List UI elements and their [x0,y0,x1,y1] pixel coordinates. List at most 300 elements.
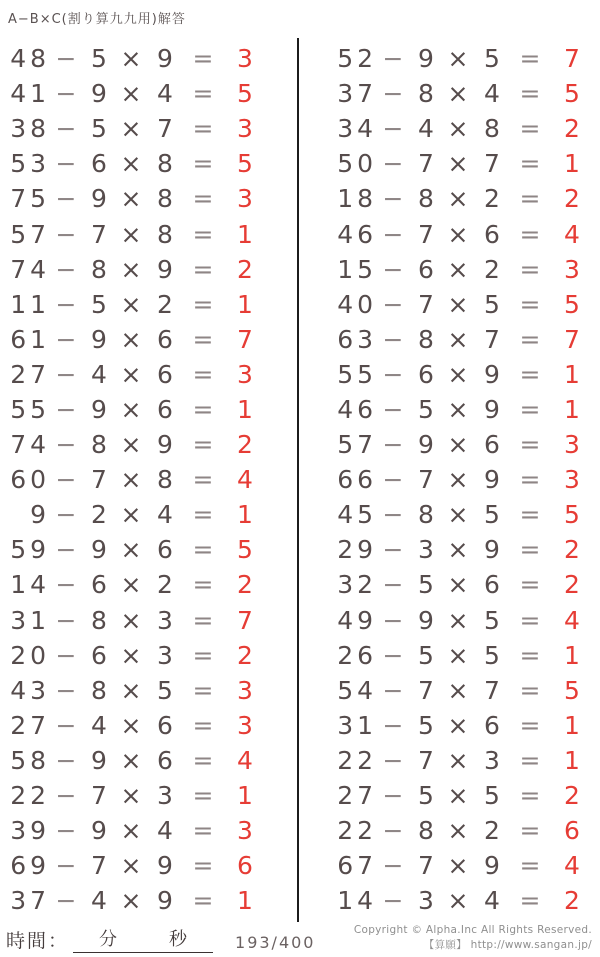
minus-sign: − [55,149,81,179]
minuend: 27 [337,781,377,811]
minus-sign: − [55,44,81,74]
answer: 2 [564,781,584,811]
multiplier-c: 9 [157,886,177,916]
equation-row [4,462,300,497]
equals-sign: = [192,605,218,635]
answer: 5 [564,289,584,319]
minuend: 52 [337,44,377,74]
equation-row [4,287,300,322]
minuend: 49 [337,605,377,635]
times-sign: × [120,886,146,916]
answer: 3 [237,114,257,144]
answer: 1 [237,394,257,424]
minus-sign: − [55,254,81,284]
minuend: 22 [337,745,377,775]
multiplier-b: 7 [418,675,438,705]
equation-row [4,146,300,181]
multiplier-b: 2 [91,500,111,530]
multiplier-c: 7 [157,114,177,144]
multiplier-b: 8 [91,430,111,460]
minus-sign: − [382,710,408,740]
multiplier-b: 9 [91,394,111,424]
equation-row [331,848,600,883]
equals-sign: = [519,851,545,881]
equation-row [331,111,600,146]
equation-row [331,603,600,638]
times-sign: × [447,394,473,424]
time-blank-line [73,925,213,953]
multiplier-c: 9 [157,44,177,74]
equals-sign: = [519,745,545,775]
multiplier-c: 9 [157,254,177,284]
minus-sign: − [55,324,81,354]
multiplier-c: 6 [484,570,504,600]
time-label: 時間： [6,930,70,952]
times-sign: × [120,254,146,284]
equation-row [4,252,300,287]
answer: 1 [564,394,584,424]
minuend: 75 [10,184,50,214]
equals-sign: = [192,324,218,354]
equals-sign: = [192,535,218,565]
minus-sign: − [55,465,81,495]
minus-sign: − [382,254,408,284]
equals-sign: = [192,781,218,811]
minuend: 32 [337,570,377,600]
minutes-label: 分 [99,929,118,950]
answer: 5 [237,535,257,565]
multiplier-c: 9 [484,535,504,565]
minuend: 57 [337,430,377,460]
multiplier-b: 4 [418,114,438,144]
multiplier-c: 4 [157,500,177,530]
times-sign: × [120,675,146,705]
multiplier-b: 8 [418,184,438,214]
multiplier-b: 8 [91,254,111,284]
multiplier-c: 2 [484,184,504,214]
equals-sign: = [192,816,218,846]
worksheet [0,41,600,921]
minus-sign: − [382,359,408,389]
equation-row [331,427,600,462]
equals-sign: = [192,675,218,705]
multiplier-c: 3 [484,745,504,775]
page-title: A−B×C(割り算九九用)解答 [8,12,186,27]
answer: 7 [564,44,584,74]
multiplier-c: 5 [484,781,504,811]
multiplier-c: 9 [484,851,504,881]
equation-row [4,216,300,251]
minuend: 20 [10,640,50,670]
multiplier-c: 9 [484,465,504,495]
multiplier-b: 5 [418,570,438,600]
answer: 1 [237,219,257,249]
minuend: 14 [10,570,50,600]
multiplier-c: 5 [484,289,504,319]
multiplier-b: 8 [91,675,111,705]
minus-sign: − [55,430,81,460]
times-sign: × [120,114,146,144]
equation-row [331,287,600,322]
multiplier-c: 6 [157,394,177,424]
equals-sign: = [519,79,545,109]
minus-sign: − [55,114,81,144]
multiplier-c: 4 [484,79,504,109]
footer [0,921,600,957]
answer: 3 [237,675,257,705]
times-sign: × [447,816,473,846]
equation-row [331,76,600,111]
multiplier-b: 7 [418,219,438,249]
minuend: 55 [10,394,50,424]
times-sign: × [120,640,146,670]
minus-sign: − [55,781,81,811]
minuend: 40 [337,289,377,319]
multiplier-c: 2 [157,289,177,319]
equals-sign: = [519,359,545,389]
times-sign: × [120,44,146,74]
minuend: 18 [337,184,377,214]
minuend: 41 [10,79,50,109]
minuend: 14 [337,886,377,916]
equals-sign: = [192,394,218,424]
minuend: 27 [10,359,50,389]
minus-sign: − [382,394,408,424]
minus-sign: − [382,430,408,460]
multiplier-c: 8 [157,149,177,179]
multiplier-b: 4 [91,359,111,389]
multiplier-c: 4 [157,79,177,109]
minuend: 59 [10,535,50,565]
equation-row [4,322,300,357]
multiplier-b: 7 [91,219,111,249]
minuend: 61 [10,324,50,354]
multiplier-b: 8 [418,79,438,109]
minuend: 74 [10,430,50,460]
minus-sign: − [382,79,408,109]
equation-row [331,638,600,673]
minus-sign: − [382,851,408,881]
answer: 3 [237,184,257,214]
times-sign: × [447,535,473,565]
equals-sign: = [519,816,545,846]
multiplier-b: 9 [91,535,111,565]
minuend: 11 [10,289,50,319]
minuend: 22 [10,781,50,811]
multiplier-c: 6 [157,535,177,565]
minuend: 38 [10,114,50,144]
minus-sign: − [382,500,408,530]
multiplier-b: 9 [91,79,111,109]
times-sign: × [447,675,473,705]
multiplier-b: 7 [418,465,438,495]
equation-row [331,673,600,708]
times-sign: × [120,500,146,530]
minus-sign: − [382,465,408,495]
multiplier-c: 3 [157,781,177,811]
answer: 2 [237,430,257,460]
minuend: 15 [337,254,377,284]
equation-row [4,638,300,673]
equals-sign: = [519,289,545,319]
times-sign: × [447,605,473,635]
answer: 2 [564,535,584,565]
times-sign: × [447,886,473,916]
times-sign: × [120,184,146,214]
minuend: 50 [337,149,377,179]
multiplier-b: 5 [418,710,438,740]
seconds-label: 秒 [169,929,188,950]
multiplier-c: 4 [484,886,504,916]
multiplier-c: 3 [157,605,177,635]
multiplier-b: 7 [91,781,111,811]
minuend: 43 [10,675,50,705]
minuend: 60 [10,465,50,495]
answer: 1 [564,710,584,740]
multiplier-c: 8 [157,465,177,495]
minus-sign: − [55,710,81,740]
minuend: 54 [337,675,377,705]
equation-row [331,357,600,392]
equation-row [331,708,600,743]
multiplier-b: 8 [418,500,438,530]
equals-sign: = [519,149,545,179]
minuend: 69 [10,851,50,881]
multiplier-c: 5 [157,675,177,705]
times-sign: × [447,149,473,179]
times-sign: × [120,394,146,424]
times-sign: × [120,710,146,740]
multiplier-c: 6 [484,710,504,740]
minuend: 58 [10,745,50,775]
multiplier-c: 2 [484,816,504,846]
minus-sign: − [55,886,81,916]
minuend: 46 [337,219,377,249]
multiplier-c: 5 [484,44,504,74]
equation-row [331,181,600,216]
multiplier-b: 7 [418,289,438,319]
minus-sign: − [382,640,408,670]
equals-sign: = [192,359,218,389]
answer: 7 [237,605,257,635]
equation-row [331,497,600,532]
answer: 7 [237,324,257,354]
minuend: 55 [337,359,377,389]
equals-sign: = [192,289,218,319]
time-entry [6,925,315,953]
multiplier-b: 9 [418,44,438,74]
times-sign: × [447,184,473,214]
multiplier-c: 8 [157,184,177,214]
answer: 5 [564,675,584,705]
times-sign: × [447,710,473,740]
multiplier-c: 5 [484,605,504,635]
answer: 3 [237,710,257,740]
times-sign: × [447,640,473,670]
equals-sign: = [519,710,545,740]
equation-row [4,427,300,462]
multiplier-c: 4 [157,816,177,846]
equation-row [331,883,600,918]
multiplier-b: 8 [91,605,111,635]
page-count: 193/400 [235,933,316,952]
times-sign: × [447,289,473,319]
equals-sign: = [192,219,218,249]
equals-sign: = [192,430,218,460]
minus-sign: − [382,44,408,74]
equation-row [4,567,300,602]
multiplier-c: 9 [484,359,504,389]
minus-sign: − [382,219,408,249]
minus-sign: − [382,114,408,144]
equation-row [331,216,600,251]
answer: 3 [564,465,584,495]
answer: 2 [564,570,584,600]
equation-row [331,778,600,813]
equation-row [4,111,300,146]
times-sign: × [120,570,146,600]
column-right [300,41,600,921]
times-sign: × [120,289,146,319]
equation-row [4,603,300,638]
minus-sign: − [382,184,408,214]
equals-sign: = [519,781,545,811]
multiplier-c: 7 [484,149,504,179]
answer: 3 [237,359,257,389]
minuend: 48 [10,44,50,74]
minus-sign: − [55,184,81,214]
multiplier-c: 6 [157,745,177,775]
multiplier-c: 6 [484,219,504,249]
answer: 4 [237,465,257,495]
multiplier-b: 4 [91,710,111,740]
minuend: 67 [337,851,377,881]
equals-sign: = [192,79,218,109]
minuend: 45 [337,500,377,530]
multiplier-b: 4 [91,886,111,916]
answer: 1 [564,359,584,389]
times-sign: × [447,570,473,600]
equals-sign: = [519,640,545,670]
minus-sign: − [382,570,408,600]
multiplier-b: 9 [91,745,111,775]
minuend: 57 [10,219,50,249]
answer: 4 [564,851,584,881]
equals-sign: = [192,745,218,775]
minuend: 37 [337,79,377,109]
multiplier-c: 7 [484,324,504,354]
minuend: 27 [10,710,50,740]
column-left [0,41,300,921]
minuend: 39 [10,816,50,846]
equation-row [4,497,300,532]
equals-sign: = [519,254,545,284]
minuend: 31 [337,710,377,740]
equals-sign: = [519,219,545,249]
multiplier-b: 7 [418,149,438,179]
times-sign: × [120,219,146,249]
minus-sign: − [55,79,81,109]
times-sign: × [447,465,473,495]
answer: 5 [237,79,257,109]
answer: 5 [564,500,584,530]
equation-row [4,392,300,427]
minus-sign: − [55,816,81,846]
minuend: 66 [337,465,377,495]
equals-sign: = [519,44,545,74]
equation-row [4,532,300,567]
times-sign: × [447,359,473,389]
answer: 1 [237,500,257,530]
equals-sign: = [192,149,218,179]
minus-sign: − [382,324,408,354]
times-sign: × [447,44,473,74]
times-sign: × [447,79,473,109]
multiplier-b: 5 [91,44,111,74]
answer: 2 [237,254,257,284]
minus-sign: − [382,781,408,811]
answer: 6 [237,851,257,881]
answer: 4 [237,745,257,775]
minus-sign: − [55,640,81,670]
minus-sign: − [55,745,81,775]
equation-row [4,357,300,392]
equation-row [331,252,600,287]
minus-sign: − [55,289,81,319]
minuend: 46 [337,394,377,424]
multiplier-c: 5 [484,640,504,670]
equation-row [331,567,600,602]
multiplier-c: 9 [484,394,504,424]
multiplier-c: 6 [157,710,177,740]
multiplier-c: 9 [157,851,177,881]
times-sign: × [120,781,146,811]
multiplier-b: 9 [418,430,438,460]
minus-sign: − [382,886,408,916]
equals-sign: = [192,44,218,74]
multiplier-b: 6 [91,149,111,179]
minus-sign: − [382,816,408,846]
multiplier-b: 9 [418,605,438,635]
multiplier-c: 5 [484,500,504,530]
minuend: 37 [10,886,50,916]
minuend: 29 [337,535,377,565]
equals-sign: = [192,851,218,881]
multiplier-b: 6 [91,570,111,600]
multiplier-b: 6 [418,359,438,389]
copyright-line2: 【算願】 http://www.sangan.jp/ [423,938,592,951]
minus-sign: − [382,605,408,635]
answer: 2 [237,640,257,670]
minus-sign: − [55,851,81,881]
equation-row [331,532,600,567]
times-sign: × [447,114,473,144]
answer: 4 [564,605,584,635]
times-sign: × [120,465,146,495]
answer: 7 [564,324,584,354]
minus-sign: − [382,745,408,775]
answer: 1 [564,149,584,179]
minuend: 26 [337,640,377,670]
multiplier-b: 7 [91,465,111,495]
multiplier-c: 7 [484,675,504,705]
multiplier-b: 7 [418,851,438,881]
equals-sign: = [519,535,545,565]
times-sign: × [120,851,146,881]
minuend: 74 [10,254,50,284]
equals-sign: = [519,430,545,460]
minus-sign: − [55,359,81,389]
